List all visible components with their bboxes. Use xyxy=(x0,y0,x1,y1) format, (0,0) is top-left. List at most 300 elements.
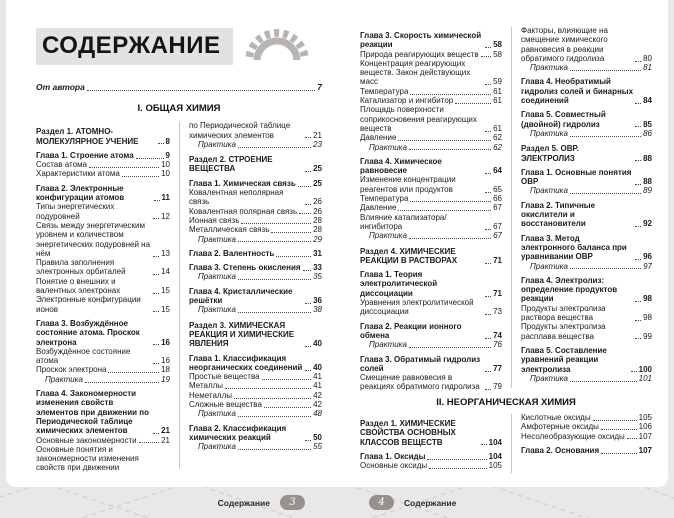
toc-entry-text: Раздел 2. СТРОЕНИЕ ВЕЩЕСТВА xyxy=(189,155,273,174)
dot-leader xyxy=(238,147,311,148)
footer-section-label: Содержание xyxy=(404,497,457,508)
toc-page-number: 11 xyxy=(161,193,170,203)
toc-entry-text: Сложные вещества xyxy=(189,400,262,410)
dot-leader xyxy=(89,167,159,168)
toc-column-4b xyxy=(521,413,652,477)
footer xyxy=(0,487,674,518)
toc-entry-text: Природа реагирующих веществ xyxy=(360,49,479,59)
toc-entry xyxy=(36,160,170,169)
toc-page-number: 97 xyxy=(643,261,652,271)
toc-entry xyxy=(360,298,502,317)
toc-entry xyxy=(189,207,322,216)
dot-leader xyxy=(635,301,641,302)
toc-entry xyxy=(360,373,502,392)
toc-page-number: 67 xyxy=(493,231,502,241)
toc-entry xyxy=(36,436,170,445)
toc-entry xyxy=(521,262,652,271)
toc-entry-text: Практика xyxy=(530,128,568,138)
toc-entry xyxy=(189,188,322,207)
dot-leader xyxy=(158,143,164,144)
toc-entry xyxy=(521,63,652,72)
toc-page-number: 80 xyxy=(643,53,652,63)
toc-entry-text: Простые вещества xyxy=(189,372,260,382)
front-matter-entry xyxy=(36,83,322,92)
dot-leader xyxy=(481,56,492,57)
toc-entry-text: Глава 3. Скорость химической реакции xyxy=(360,31,482,50)
toc-page-number: 28 xyxy=(313,225,322,235)
toc-entry-text: Практика xyxy=(198,139,236,149)
dot-leader xyxy=(153,344,159,345)
toc-entry-text: Связь между энергетическим уровнем и количеством энергетических подуровней на нём xyxy=(36,220,151,258)
dot-leader xyxy=(303,270,312,271)
toc-entry xyxy=(360,143,502,152)
toc-entry xyxy=(36,169,170,178)
dot-leader xyxy=(485,296,491,297)
toc-page-number: 25 xyxy=(313,178,322,188)
toc-entry-text: Факторы, влияющие на смещение химического равновесия в реакции обратимого гидролиза xyxy=(521,26,608,63)
toc-entry xyxy=(521,304,652,323)
toc-entry xyxy=(36,365,170,374)
toc-entry-text: Раздел 5. ОВР. ЭЛЕКТРОЛИЗ xyxy=(521,144,579,163)
toc-page-number: 66 xyxy=(493,194,502,204)
toc-page-number: 15 xyxy=(161,304,170,314)
toc-page-number: 26 xyxy=(313,206,322,216)
toc-entry xyxy=(521,168,652,187)
toc-page-number: 50 xyxy=(313,432,322,442)
toc-entry xyxy=(189,321,322,349)
toc-page-number: 61 xyxy=(493,123,502,133)
toc-entry-text: Практика xyxy=(198,442,236,452)
toc-entry-text: Давление xyxy=(360,203,397,213)
dot-leader xyxy=(85,382,159,383)
toc-page-number: 65 xyxy=(493,184,502,194)
dot-leader xyxy=(410,94,491,95)
toc-entry xyxy=(36,127,170,146)
toc-entry xyxy=(189,400,322,409)
toc-page-number: 67 xyxy=(493,203,502,213)
toc-page-number: 61 xyxy=(493,96,502,106)
toc-entry-text: Практика xyxy=(369,142,407,152)
toc-entry xyxy=(189,155,322,174)
toc-page-number: 73 xyxy=(493,307,502,317)
dot-leader xyxy=(398,210,491,211)
column-divider xyxy=(179,122,180,469)
dot-leader xyxy=(238,241,311,242)
left-page-columns xyxy=(36,121,322,473)
toc-page-number: 8 xyxy=(165,136,170,146)
dot-leader xyxy=(153,311,159,312)
toc-entry-text: Основные закономерности xyxy=(36,435,137,445)
toc-entry xyxy=(360,452,502,461)
toc-entry xyxy=(189,179,322,188)
toc-entry-text: Кислотные оксиды xyxy=(521,413,591,422)
toc-entry xyxy=(360,340,502,349)
toc-entry-text: Практика xyxy=(530,63,568,73)
toc-entry-text: Глава 2. Типичные окислители и восстановители xyxy=(521,200,596,229)
toc-entry xyxy=(360,175,502,194)
dot-leader xyxy=(427,459,486,460)
dot-leader xyxy=(271,232,311,233)
column-divider xyxy=(511,27,512,388)
toc-entry-text: Практика xyxy=(45,374,83,384)
toc-entry xyxy=(521,26,652,63)
toc-entry-text: Площадь поверхности соприкосновения реагирующих веществ xyxy=(360,105,477,133)
toc-entry-text: Концентрация реагирующих веществ. Закон действующих масс xyxy=(360,58,471,87)
toc-entry xyxy=(521,186,652,195)
toc-entry xyxy=(360,203,502,212)
dot-leader xyxy=(455,103,491,104)
toc-entry xyxy=(189,305,322,314)
toc-entry-text: Практика xyxy=(530,373,568,383)
toc-entry-text: Практика xyxy=(198,272,236,282)
left-page xyxy=(6,0,338,487)
dot-leader xyxy=(429,468,487,469)
toc-page-number: 38 xyxy=(313,305,322,315)
toc-page-number: 67 xyxy=(493,221,502,231)
dot-leader xyxy=(139,442,159,443)
toc-page-number: 16 xyxy=(161,356,170,366)
toc-page-number: 107 xyxy=(638,431,652,441)
toc-entry xyxy=(360,213,502,232)
part2-heading: II. НЕОРГАНИЧЕСКАЯ ХИМИЯ xyxy=(436,397,576,408)
toc-page-number: 21 xyxy=(161,435,170,445)
dot-leader xyxy=(601,453,637,454)
toc-entry-text: Смещение равновесия в реакциях обратимого гидролиза xyxy=(360,373,480,392)
toc-entry xyxy=(360,419,502,447)
toc-page-number: 86 xyxy=(643,128,652,138)
dot-leader xyxy=(635,103,641,104)
toc-page-number: 19 xyxy=(161,374,170,384)
toc-entry-text: Ионная связь xyxy=(189,215,240,225)
toc-page-number: 58 xyxy=(493,40,502,50)
toc-column-4 xyxy=(521,26,652,392)
toc-entry xyxy=(360,231,502,240)
toc-entry-text: Практика xyxy=(530,261,568,271)
right-page-columns-top xyxy=(360,26,652,392)
toc-entry xyxy=(36,202,170,221)
toc-entry xyxy=(36,389,170,435)
dot-leader xyxy=(298,186,311,187)
dot-leader xyxy=(627,438,637,439)
toc-entry xyxy=(36,184,170,203)
toc-page-number: 107 xyxy=(638,445,652,455)
toc-page-number: 15 xyxy=(161,286,170,296)
front-matter-label: От автора xyxy=(36,82,85,92)
toc-entry-text: Глава 3. Степень окисления xyxy=(189,263,301,273)
toc-page-number: 12 xyxy=(161,211,170,221)
toc-entry-text: Продукты электролиза раствора вещества xyxy=(521,303,606,323)
toc-entry-text: Глава 1. Оксиды xyxy=(360,451,426,461)
toc-entry xyxy=(360,247,502,266)
dot-leader xyxy=(398,140,491,141)
toc-page-number: 28 xyxy=(313,215,322,225)
dot-leader xyxy=(305,171,311,172)
toc-entry-text: Практика xyxy=(530,186,568,196)
toc-page-number: 76 xyxy=(493,340,502,350)
toc-entry-text: Уравнения электролитической диссоциации xyxy=(360,298,474,317)
right-page-columns-bottom xyxy=(360,413,652,477)
toc-page-number: 59 xyxy=(493,77,502,87)
toc-entry-text: Глава 5. Составление уравнений реакции электролиза xyxy=(521,345,607,374)
toc-page-number: 104 xyxy=(488,437,502,447)
toc-entry-text: Практика xyxy=(198,409,236,419)
dot-leader xyxy=(87,90,315,91)
dot-leader xyxy=(631,371,637,372)
toc-entry-text: Практика xyxy=(369,340,407,350)
toc-entry xyxy=(360,270,502,298)
toc-entry-text: Изменение концентрации реагентов или продуктов xyxy=(360,175,456,194)
toc-page-number: 88 xyxy=(643,177,652,187)
toc-entry-text: Характеристики атома xyxy=(36,169,120,179)
dot-leader xyxy=(299,213,311,214)
toc-entry xyxy=(189,391,322,400)
toc-entry-text: Глава 3. Метод электронного баланса при уравнивании ОВР xyxy=(521,233,627,262)
toc-entry-text: Глава 4. Закономерности изменения свойств элементов при движении по Периодической таблице химических элементов xyxy=(36,389,149,436)
toc-page-number: 42 xyxy=(313,390,322,400)
toc-entry xyxy=(521,432,652,441)
toc-entry-text: Глава 2. Валентность xyxy=(189,248,275,258)
toc-entry-text: Типы энергетических подуровней xyxy=(36,202,115,221)
dot-leader xyxy=(238,312,311,313)
toc-entry-text: Проскок электрона xyxy=(36,365,107,375)
toc-page-number: 14 xyxy=(161,267,170,277)
toc-page-number: 23 xyxy=(313,139,322,149)
toc-page-number: 105 xyxy=(488,461,502,471)
toc-entry-text: Понятие о внешних и валентных электронах xyxy=(36,276,121,296)
toc-entry-text: Глава 1. Классификация неорганических соединений xyxy=(189,353,303,372)
toc-page-number: 92 xyxy=(643,219,652,229)
dot-leader xyxy=(485,338,491,339)
toc-page-number: 41 xyxy=(313,381,322,391)
toc-entry-text: Глава 4. Кристаллические решётки xyxy=(189,286,293,306)
toc-entry-text: Глава 1. Основные понятия ОВР xyxy=(521,167,632,187)
toc-entry-text: Ковалентная неполярная связь xyxy=(189,188,284,207)
toc-entry xyxy=(521,413,652,422)
toc-entry xyxy=(189,140,322,149)
dot-leader xyxy=(635,61,641,62)
toc-page-number: 98 xyxy=(643,294,652,304)
toc-entry-text: Правила заполнения электронных орбиталей xyxy=(36,258,126,277)
toc-entry xyxy=(360,322,502,341)
dot-leader xyxy=(485,389,491,390)
toc-page-number: 40 xyxy=(313,339,322,349)
toc-page-number: 48 xyxy=(313,409,322,419)
dot-leader xyxy=(410,201,491,202)
dot-leader xyxy=(154,200,160,201)
toc-entry xyxy=(521,129,652,138)
toc-page-number: 21 xyxy=(161,426,170,436)
dot-leader xyxy=(485,371,491,372)
toc-entry-text: Раздел 1. АТОМНО-МОЛЕКУЛЯРНОЕ УЧЕНИЕ xyxy=(36,127,139,146)
toc-column-2 xyxy=(189,121,322,473)
toc-page-number: 64 xyxy=(493,166,502,176)
dot-leader xyxy=(136,158,164,159)
toc-entry xyxy=(189,216,322,225)
toc-column-1 xyxy=(36,121,170,473)
toc-entry xyxy=(189,372,322,381)
toc-entry-text: по Периодической таблице химических элементов xyxy=(189,121,291,140)
dot-leader xyxy=(409,238,491,239)
toc-page-number: 62 xyxy=(493,142,502,152)
toc-page-number: 42 xyxy=(313,400,322,410)
dot-leader xyxy=(108,372,159,373)
toc-page-number: 79 xyxy=(493,382,502,392)
toc-entry xyxy=(360,50,502,59)
toc-entry-text: Амфотерные оксиды xyxy=(521,422,599,432)
dot-leader xyxy=(635,160,641,161)
page-number-badge: 4 xyxy=(369,495,394,510)
dot-leader xyxy=(153,433,159,434)
toc-page-number: 29 xyxy=(313,234,322,244)
toc-entry-text: Влияние катализатора/ ингибитора xyxy=(360,212,447,231)
toc-entry xyxy=(360,96,502,105)
toc-entry xyxy=(36,375,170,384)
toc-entry xyxy=(521,374,652,383)
toc-entry-text: Раздел 3. ХИМИЧЕСКАЯ РЕАКЦИЯ И ХИМИЧЕСКИЕ ЯВЛЕНИЯ xyxy=(189,320,295,349)
toc-page-number: 35 xyxy=(313,272,322,282)
dot-leader xyxy=(241,223,311,224)
toc-page-number: 21 xyxy=(313,130,322,140)
toc-entry xyxy=(36,277,170,296)
toc-page-number: 85 xyxy=(643,119,652,129)
toc-entry xyxy=(360,59,502,87)
toc-entry xyxy=(521,322,652,341)
left-page-footer xyxy=(218,495,305,510)
toc-entry xyxy=(189,235,322,244)
dot-leader xyxy=(570,136,641,137)
toc-entry xyxy=(360,157,502,176)
page-number-badge: 3 xyxy=(280,495,305,510)
toc-page-number: 36 xyxy=(313,296,322,306)
page-title: СОДЕРЖАНИЕ xyxy=(36,28,233,65)
dot-leader xyxy=(485,173,491,174)
toc-page-number: 25 xyxy=(313,164,322,174)
toc-page-number: 33 xyxy=(313,263,322,273)
dot-leader xyxy=(305,204,311,205)
toc-entry xyxy=(189,121,322,140)
toc-entry-text: Металлы xyxy=(189,381,224,391)
toc-entry xyxy=(36,319,170,347)
dot-leader xyxy=(485,47,491,48)
toc-entry xyxy=(521,144,652,163)
toc-entry-text: Раздел 4. ХИМИЧЕСКИЕ РЕАКЦИИ В РАСТВОРАХ xyxy=(360,246,458,265)
dot-leader xyxy=(262,379,312,380)
dot-leader xyxy=(153,363,159,364)
dot-leader xyxy=(635,184,641,185)
toc-entry xyxy=(521,201,652,229)
toc-page-number: 104 xyxy=(488,451,502,461)
toc-entry xyxy=(360,87,502,96)
dot-leader xyxy=(485,314,491,315)
toc-entry xyxy=(189,287,322,306)
toc-entry-text: Основные понятия и закономерности изменения свойств при движении xyxy=(36,444,139,473)
dot-leader xyxy=(485,263,491,264)
toc-page-number: 9 xyxy=(165,150,170,160)
dot-leader xyxy=(635,320,641,321)
footer-section-label: Содержание xyxy=(217,497,270,508)
dot-leader xyxy=(635,259,641,260)
toc-entry-text: Неметаллы xyxy=(189,390,233,400)
dot-leader xyxy=(153,256,159,257)
toc-entry-text: Глава 4. Необратимый гидролиз солей и бинарных соединений xyxy=(521,77,634,106)
toc-page-number: 16 xyxy=(161,337,170,347)
toc-page-number: 100 xyxy=(638,364,652,374)
book-spread xyxy=(6,0,668,487)
toc-entry-text: Продукты электролиза расплава вещества xyxy=(521,322,606,341)
toc-entry-text: Глава 5. Совместный (двойной) гидролиз xyxy=(521,110,606,129)
toc-entry-text: Глава 2. Классификация химических реакций xyxy=(189,423,287,442)
dot-leader xyxy=(635,126,641,127)
toc-entry xyxy=(189,225,322,234)
toc-page-number: 101 xyxy=(638,373,652,383)
toc-page-number: 26 xyxy=(313,197,322,207)
toc-entry-text: Состав атома xyxy=(36,160,87,170)
toc-entry-text: Глава 2. Электронные конфигурации атомов xyxy=(36,183,125,203)
toc-entry xyxy=(189,354,322,373)
toc-entry-text: Практика xyxy=(369,231,407,241)
right-page xyxy=(338,0,668,487)
toc-entry-text: Глава 1. Строение атома xyxy=(36,150,134,160)
dot-leader xyxy=(485,192,491,193)
toc-page-number: 58 xyxy=(493,49,502,59)
dot-leader xyxy=(153,274,159,275)
toc-entry xyxy=(360,105,502,133)
toc-entry xyxy=(360,355,502,374)
toc-entry-text: Глава 4. Химическое равновесие xyxy=(360,156,442,176)
toc-entry xyxy=(360,133,502,142)
toc-entry xyxy=(36,445,170,473)
toc-entry xyxy=(360,461,502,470)
dot-leader xyxy=(305,440,311,441)
dot-leader xyxy=(570,381,637,382)
toc-entry-text: Электронные конфигурации ионов xyxy=(36,295,141,314)
toc-page-number: 41 xyxy=(313,372,322,382)
dot-leader xyxy=(570,70,641,71)
dot-leader xyxy=(238,449,311,450)
toc-entry-text: Глава 3. Обратимый гидролиз солей xyxy=(360,354,481,373)
toc-header xyxy=(36,24,322,65)
toc-page-number: 99 xyxy=(643,331,652,341)
toc-page-number: 88 xyxy=(643,153,652,163)
toc-entry-text: Несолеобразующие оксиды xyxy=(521,431,625,441)
dot-leader xyxy=(570,268,641,269)
dot-leader xyxy=(409,149,491,150)
toc-entry-text: Металлическая связь xyxy=(189,225,270,235)
toc-page-number: 62 xyxy=(493,133,502,143)
toc-entry-text: Глава 1. Теория электролитической диссоциации xyxy=(360,270,438,298)
dot-leader xyxy=(153,293,159,294)
dot-leader xyxy=(593,420,637,421)
toc-entry xyxy=(360,31,502,50)
toc-page-number: 40 xyxy=(313,362,322,372)
dot-leader xyxy=(485,229,491,230)
toc-entry xyxy=(189,442,322,451)
toc-entry-text: Практика xyxy=(198,305,236,315)
part1-heading: I. ОБЩАЯ ХИМИЯ xyxy=(137,103,221,115)
toc-entry xyxy=(521,422,652,431)
toc-entry xyxy=(36,151,170,160)
dot-leader xyxy=(481,444,487,445)
toc-entry xyxy=(521,110,652,129)
toc-page-number: 31 xyxy=(313,248,322,258)
toc-entry-text: Глава 1. Химическая связь xyxy=(189,178,296,188)
toc-entry xyxy=(189,424,322,443)
dot-leader xyxy=(122,176,159,177)
dot-leader xyxy=(276,256,311,257)
toc-page-number: 74 xyxy=(493,330,502,340)
toc-page-number: 89 xyxy=(643,186,652,196)
toc-page-number: 105 xyxy=(638,413,652,422)
